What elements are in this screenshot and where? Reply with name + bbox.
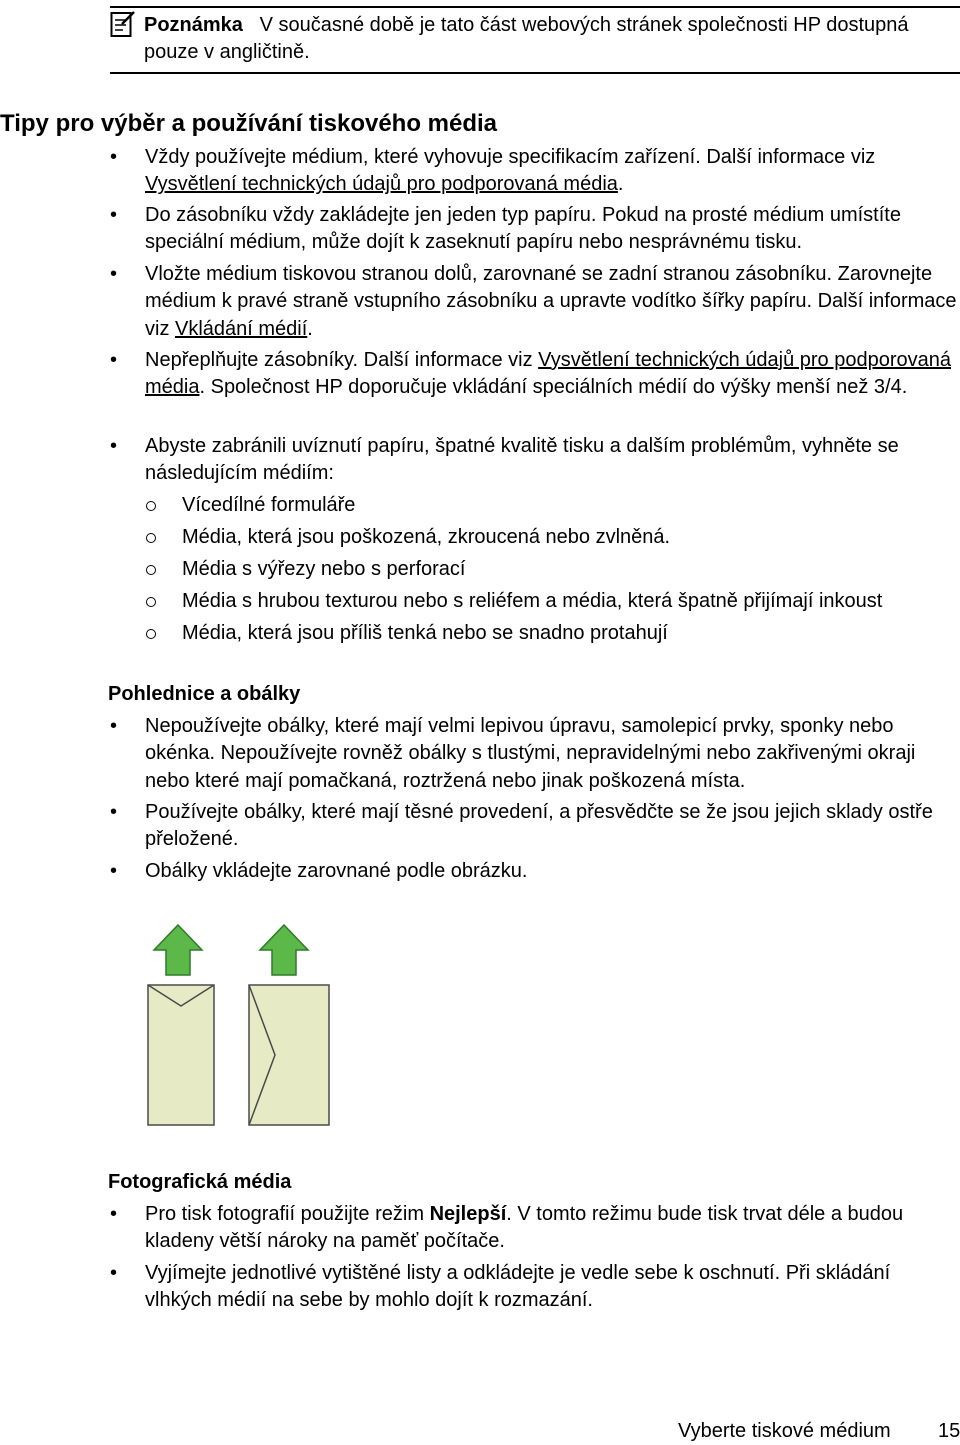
sub-item: Média, která jsou poškozená, zkroucená nebo zvlněná.	[182, 526, 671, 548]
tip-item-4	[145, 347, 960, 402]
bullet: •	[110, 1262, 118, 1284]
tip-item-4-end: . Společnost HP doporučuje vkládání speciálních médií do výšky menší než 3/4.	[199, 376, 908, 399]
photo-item-1-text: Pro tisk fotografií použijte režim	[145, 1203, 430, 1225]
bullet: •	[110, 715, 118, 737]
cards-item-3: Obálky vkládejte zarovnané podle obrázku.	[145, 860, 528, 882]
cards-heading: Pohlednice a obálky	[108, 683, 301, 705]
cards-item-1: Nepoužívejte obálky, které mají velmi lepivou úpravu, samolepicí prvky, sponky nebo okénka. Nepoužívejte rovněž obálky s tlustými, nepravidelnými nebo zakřivenými okraji nebo které mají pomačkaná, roztržená nebo jinak poškozená místa.	[145, 715, 916, 792]
sub-item: Vícedílné formuláře	[182, 494, 356, 516]
tip-item-5: Abyste zabránili uvíznutí papíru, špatné kvalitě tisku a dalším problémům, vyhněte se následujícím médiím:	[145, 435, 899, 485]
tip-item-2: Do zásobníku vždy zakládejte jen jeden typ papíru. Pokud na prosté médium umístíte speciální médium, může dojít k zaseknutí papíru nebo nesprávnému tisku.	[145, 204, 901, 254]
envelope-side-flap-icon	[249, 985, 329, 1125]
tip-item-4-text: Nepřeplňujte zásobníky. Další informace viz	[145, 349, 539, 371]
photo-item-1-end: . V tomto režimu bude tisk trvat déle a budou kladeny větší nároky na paměť počítače.	[145, 1203, 904, 1253]
tip-item-3-end: .	[307, 317, 313, 340]
tip-item-1-end: .	[617, 173, 624, 196]
bullet: •	[110, 801, 118, 823]
sub-bullet	[146, 533, 156, 543]
bullet: •	[110, 349, 118, 371]
best-mode-label: Nejlepší	[429, 1203, 507, 1225]
bullet: •	[110, 435, 118, 457]
sub-bullet	[146, 629, 156, 639]
note-top-rule	[110, 6, 960, 8]
tip-item-3	[145, 261, 960, 343]
link-loading-media[interactable]: Vkládání médií	[175, 317, 308, 340]
sub-item: Média s hrubou texturou nebo s reliéfem a média, která špatně přijímají inkoust	[182, 590, 883, 612]
up-arrow-icon	[260, 925, 308, 975]
bullet: •	[110, 1203, 118, 1225]
up-arrow-icon	[154, 925, 202, 975]
bullet: •	[110, 263, 118, 285]
note-text	[144, 12, 944, 66]
sub-bullet	[146, 501, 156, 511]
note-icon	[110, 10, 136, 38]
tip-item-3-text: Vložte médium tiskovou stranou dolů, zarovnané se zadní stranou zásobníku. Zarovnejte médium k pravé straně vstupního zásobníku a upravte vodítko šířky papíru. Další informace viz	[145, 263, 957, 340]
envelope-portrait-icon	[148, 985, 214, 1125]
link-specs-2[interactable]: Vysvětlení technických údajů pro podporovaná média	[145, 349, 951, 399]
link-specs[interactable]: Vysvětlení technických údajů pro podporovaná média	[145, 173, 618, 196]
sub-bullet	[146, 565, 156, 575]
cards-item-2: Používejte obálky, které mají těsné provedení, a přesvědčte se že jsou jejich sklady ostře přeložené.	[145, 801, 933, 851]
note-label: Poznámka	[144, 14, 243, 36]
bullet: •	[110, 146, 118, 168]
section-title: Tipy pro výběr a používání tiskového média	[0, 110, 498, 137]
footer-page-number: 15	[938, 1420, 960, 1442]
bullet: •	[110, 204, 118, 226]
envelope-loading-figure	[145, 920, 335, 1130]
sub-item: Média, která jsou příliš tenká nebo se snadno protahují	[182, 622, 668, 644]
bullet: •	[110, 860, 118, 882]
tip-item-1-text: Vždy používejte médium, které vyhovuje specifikacím zařízení. Další informace viz	[145, 146, 876, 168]
sub-bullet	[146, 597, 156, 607]
note-bottom-rule	[110, 72, 960, 74]
tip-item-1	[145, 144, 960, 199]
footer-section-title: Vyberte tiskové médium	[678, 1420, 891, 1442]
photo-heading: Fotografická média	[108, 1171, 292, 1193]
note-body: V současné době je tato část webových stránek společnosti HP dostupná pouze v angličtině.	[144, 14, 909, 63]
sub-item: Média s výřezy nebo s perforací	[182, 558, 466, 580]
photo-item-2: Vyjímejte jednotlivé vytištěné listy a odkládejte je vedle sebe k oschnutí. Při skládání vlhkých médií na sebe by mohlo dojít k rozmazání.	[145, 1262, 891, 1312]
photo-item-1	[145, 1201, 960, 1256]
